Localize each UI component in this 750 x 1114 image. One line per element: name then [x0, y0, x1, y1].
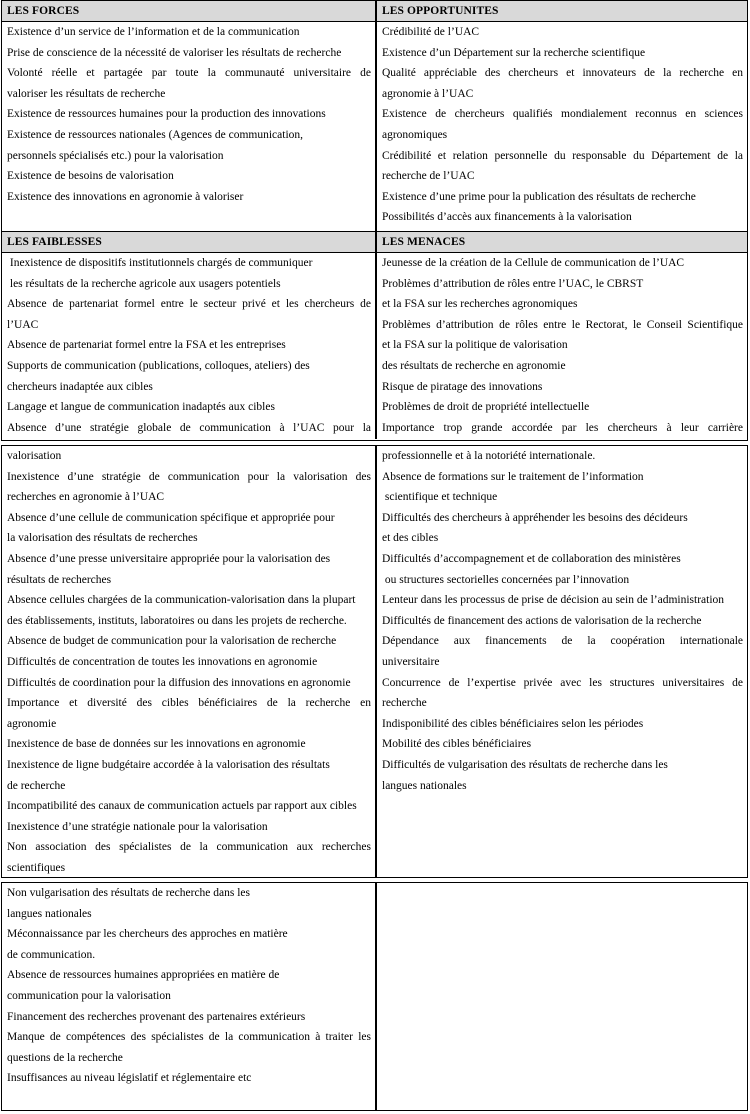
header-row-forces-opportunites [2, 1, 747, 22]
faiblesses-item: Absence d’une cellule de communication spécifique et appropriée pour la valorisation des résultats de recherches [7, 511, 335, 545]
faiblesses-item: Non vulgarisation des résultats de recherche dans les langues nationales [7, 887, 251, 920]
forces-item: Volonté réelle et partagée par toute la communauté universitaire de valoriser les résultats de recherche [7, 67, 371, 100]
content-row-forces-opportunites [2, 22, 747, 232]
menaces-item: Importance trop grande accordée par les chercheurs à leur carrière [382, 421, 743, 434]
header-forces: LES FORCES [2, 1, 377, 22]
faiblesses-item: Absence de ressources humaines appropriées en matière de communication pour la valorisation [7, 969, 280, 1002]
menaces-item: Difficultés de financement des actions de valorisation de la recherche [382, 614, 702, 627]
faiblesses-item: Absence de budget de communication pour la valorisation de recherche [7, 635, 337, 648]
menaces-item: Difficultés des chercheurs à appréhender les besoins des décideurs et des cibles [382, 511, 688, 545]
faiblesses-item: Inexistence de base de données sur les innovations en agronomie [7, 738, 306, 751]
content-row-continued-2 [2, 883, 747, 1110]
forces-item: Existence de besoins de valorisation [7, 170, 174, 183]
forces-item: Existence des innovations en agronomie à valoriser [7, 190, 244, 203]
opportunites-item: Crédibilité de l’UAC [382, 26, 480, 38]
menaces-item: professionnelle et à la notoriété internationale. [382, 450, 596, 462]
faiblesses-item: Inexistence de ligne budgétaire accordée à la valorisation des résultats de recherche [7, 758, 330, 792]
faiblesses-item: Incompatibilité des canaux de communication actuels par rapport aux cibles [7, 800, 357, 813]
faiblesses-continued-cell [2, 446, 377, 877]
header-faiblesses: LES FAIBLESSES [2, 232, 377, 253]
faiblesses-item: Financement des recherches provenant des partenaires extérieurs [7, 1010, 306, 1023]
swot-table-block-2 [1, 445, 748, 878]
faiblesses-item: Méconnaissance par les chercheurs des approches en matière de communication. [7, 928, 288, 961]
menaces-item: Problèmes d’attribution de rôles entre le Rectorat, le Conseil Scientifique et la FSA sur la politique de valorisation des résultats de recherche en agronomie [382, 318, 743, 372]
menaces-item: Mobilité des cibles bénéficiaires [382, 738, 532, 751]
opportunites-item: Existence de chercheurs qualifiés mondialement reconnus en sciences agronomiques [382, 108, 743, 141]
opportunites-item: Qualité appréciable des chercheurs et innovateurs de la recherche en agronomie à l’UAC [382, 67, 743, 100]
faiblesses-item: Absence cellules chargées de la communication-valorisation dans la plupart des établissements, instituts, laboratoires ou dans les projets de recherche. [7, 594, 356, 627]
menaces-cell [377, 253, 747, 439]
forces-item: Prise de conscience de la nécessité de valoriser les résultats de recherche [7, 46, 342, 59]
faiblesses-item: Inexistence de dispositifs institutionnels chargés de communiquer les résultats de la recherche agricole aux usagers potentiels [7, 257, 313, 290]
faiblesses-item: Absence de partenariat formel entre la FSA et les entreprises [7, 339, 286, 352]
header-menaces: LES MENACES [377, 232, 747, 253]
forces-item: Existence de ressources nationales (Agences de communication, personnels spécialisés etc.) pour la valorisation [7, 128, 304, 162]
menaces-item: Difficultés de vulgarisation des résultats de recherche dans les langues nationales [382, 758, 668, 792]
faiblesses-item: Inexistence d’une stratégie de communication pour la valorisation des recherches en agronomie à l’UAC [7, 470, 371, 504]
faiblesses-item: Difficultés de coordination pour la diffusion des innovations en agronomie [7, 676, 351, 689]
menaces-item: Difficultés d’accompagnement et de collaboration des ministères ou structures sectorielles concernées par l’innovation [382, 552, 681, 586]
content-row-faiblesses-menaces [2, 253, 747, 439]
faiblesses-continued-cell-2 [2, 883, 377, 1110]
content-row-continued [2, 446, 747, 877]
opportunites-item: Existence d’une prime pour la publication des résultats de recherche [382, 190, 696, 203]
menaces-empty-cell [377, 883, 747, 1110]
menaces-item: Problèmes de droit de propriété intellectuelle [382, 401, 590, 414]
menaces-item: Concurrence de l’expertise privée avec les structures universitaires de recherche [382, 676, 743, 710]
forces-item: Existence de ressources humaines pour la production des innovations [7, 108, 326, 121]
forces-cell [2, 22, 377, 231]
menaces-item: Problèmes d’attribution de rôles entre l’UAC, le CBRST et la FSA sur les recherches agronomiques [382, 277, 644, 311]
faiblesses-item: Absence d’une presse universitaire appropriée pour la valorisation des résultats de recherches [7, 552, 331, 586]
opportunites-cell [377, 22, 747, 231]
swot-table-block-1 [1, 0, 748, 441]
faiblesses-item: valorisation [7, 450, 62, 462]
menaces-item: Dépendance aux financements de la coopération internationale universitaire [382, 635, 743, 668]
faiblesses-item: Supports de communication (publications, colloques, ateliers) des chercheurs inadaptée aux cibles [7, 359, 310, 393]
swot-table-block-3 [1, 882, 748, 1111]
opportunites-item: Possibilités d’accès aux financements à la valorisation [382, 211, 632, 224]
menaces-item: Indisponibilité des cibles bénéficiaires selon les périodes [382, 717, 644, 730]
faiblesses-item: Insuffisances au niveau législatif et réglementaire etc [7, 1072, 252, 1085]
faiblesses-item: Non association des spécialistes de la communication aux recherches scientifiques [7, 841, 371, 874]
opportunites-item: Crédibilité et relation personnelle du responsable du Département de la recherche de l’UAC [382, 149, 743, 183]
menaces-item: Absence de formations sur le traitement de l’information scientifique et technique [382, 470, 644, 504]
menaces-item: Risque de piratage des innovations [382, 380, 543, 393]
faiblesses-cell [2, 253, 377, 439]
faiblesses-item: Inexistence d’une stratégie nationale pour la valorisation [7, 820, 268, 833]
opportunites-item: Existence d’un Département sur la recherche scientifique [382, 46, 646, 59]
menaces-continued-cell [377, 446, 747, 877]
menaces-item: Lenteur dans les processus de prise de décision au sein de l’administration [382, 594, 725, 607]
header-opportunites: LES OPPORTUNITES [377, 1, 747, 22]
faiblesses-item: Absence de partenariat formel entre le secteur privé et les chercheurs de l’UAC [7, 298, 371, 331]
faiblesses-item: Manque de compétences des spécialistes de la communication à traiter les questions de la recherche [7, 1031, 371, 1064]
menaces-item: Jeunesse de la création de la Cellule de communication de l’UAC [382, 257, 685, 269]
faiblesses-item: Absence d’une stratégie globale de communication à l’UAC pour la [7, 421, 371, 434]
faiblesses-item: Langage et langue de communication inadaptés aux cibles [7, 401, 275, 414]
forces-item: Existence d’un service de l’information et de la communication [7, 26, 300, 38]
faiblesses-item: Importance et diversité des cibles bénéficiaires de la recherche en agronomie [7, 697, 371, 730]
faiblesses-item: Difficultés de concentration de toutes les innovations en agronomie [7, 655, 318, 668]
header-row-faiblesses-menaces [2, 232, 747, 253]
